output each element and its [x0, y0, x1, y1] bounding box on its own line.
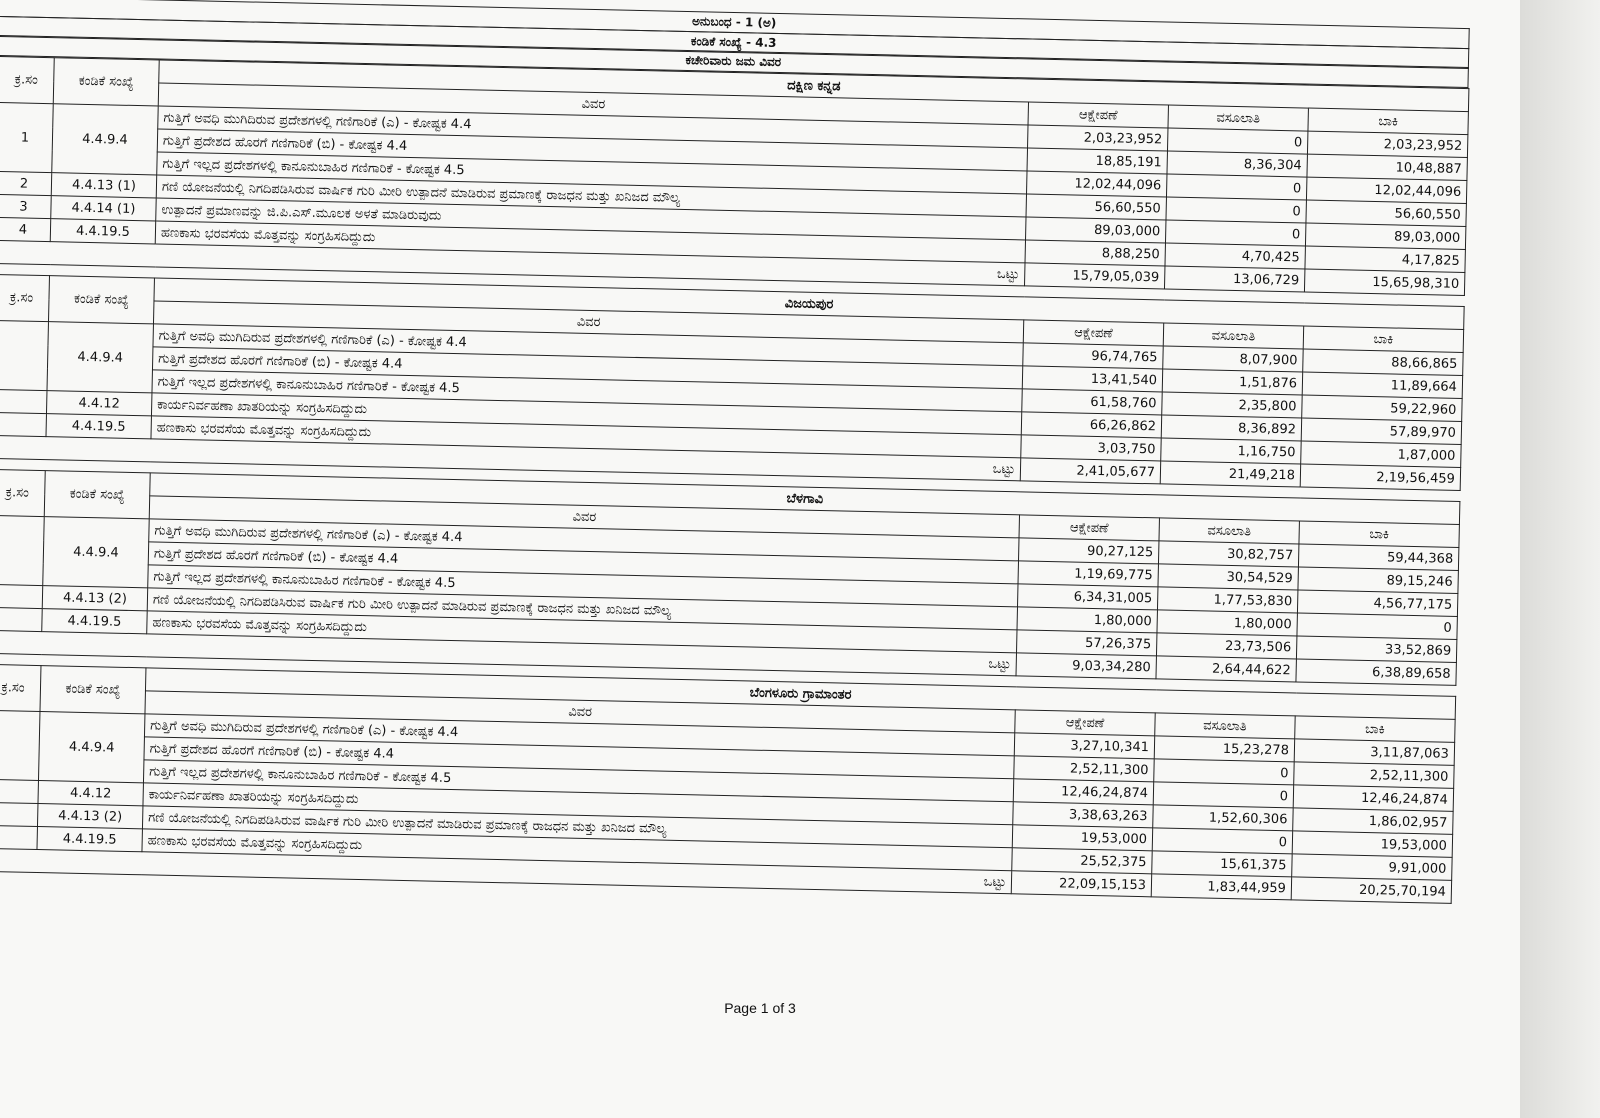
detail-cell: ಹಣಕಾಸು ಭರವಸೆಯ ಮೊತ್ತವನ್ನು ಸಂಗ್ರಹಿಸದಿದ್ದುದು	[142, 829, 1012, 871]
total-label: ಒಟ್ಟು	[0, 848, 1012, 893]
recovery-cell: 1,80,000	[1157, 610, 1297, 636]
sl-cell: 2	[0, 171, 52, 195]
para-cell: 4.4.19.5	[37, 827, 142, 852]
balance-cell: 2,03,23,952	[1307, 131, 1468, 157]
para-header: ಕಂಡಿಕೆ ಸಂಖ್ಯೆ	[48, 276, 154, 324]
recovery-header: ವಸೂಲಾತಿ	[1163, 323, 1303, 349]
objection-cell: 6,34,31,005	[1018, 584, 1158, 610]
detail-cell: ಗುತ್ತಿಗೆ ಅವಧಿ ಮುಗಿದಿರುವ ಪ್ರದೇಶಗಳಲ್ಲಿ ಗಣಿಗಾರಿಕೆ (ಎ) - ಕೋಷ್ಟಕ 4.4	[149, 519, 1019, 561]
balance-cell: 88,66,865	[1303, 349, 1463, 375]
balance-cell: 1,86,02,957	[1293, 808, 1453, 834]
sl-cell	[0, 802, 38, 826]
balance-cell: 59,22,960	[1302, 395, 1462, 421]
sl-cell	[0, 710, 40, 780]
recovery-cell: 15,23,278	[1154, 736, 1294, 762]
sl-header: ಕ್ರ.ಸಂ	[0, 664, 41, 711]
objection-cell: 3,03,750	[1021, 435, 1161, 461]
balance-cell: 9,91,000	[1292, 854, 1452, 880]
detail-cell: ಹಣಕಾಸು ಭರವಸೆಯ ಮೊತ್ತವನ್ನು ಸಂಗ್ರಹಿಸದಿದ್ದುದು	[147, 611, 1017, 653]
recovery-header: ವಸೂಲಾತಿ	[1155, 713, 1295, 739]
balance-header: ಬಾಕಿ	[1308, 108, 1469, 134]
page-number: Page 1 of 3	[724, 1000, 796, 1016]
objection-cell: 18,85,191	[1027, 148, 1167, 174]
total-objection: 9,03,34,280	[1016, 653, 1156, 679]
objection-cell: 57,26,375	[1017, 630, 1157, 656]
detail-header: ವಿವರ	[149, 496, 1019, 538]
sl-cell	[0, 320, 48, 390]
total-label: ಒಟ್ಟು	[0, 240, 1025, 285]
total-balance: 2,19,56,459	[1300, 464, 1460, 490]
para-cell: 4.4.12	[46, 391, 151, 416]
detail-cell: ಗಣಿ ಯೋಜನೆಯಲ್ಲಿ ನಿಗದಿಪಡಿಸಿರುವ ವಾರ್ಷಿಕ ಗುರಿ ಮೀರಿ ಉತ್ಪಾದನೆ ಮಾಡಿರುವ ಪ್ರಮಾಣಕ್ಕೆ ರಾಜಧನ ಮತ್ತು ಖನಿಜದ ಮೌಲ್ಯ	[147, 588, 1017, 630]
recovery-cell: 0	[1166, 197, 1306, 223]
para-cell: 4.4.13 (2)	[37, 804, 142, 829]
balance-cell: 3,11,87,063	[1294, 739, 1454, 765]
section-title: ವಿಜಯಪುರ	[154, 278, 1464, 330]
para-cell: 4.4.19.5	[50, 219, 155, 244]
detail-cell: ಹಣಕಾಸು ಭರವಸೆಯ ಮೊತ್ತವನ್ನು ಸಂಗ್ರಹಿಸದಿದ್ದುದು	[151, 416, 1021, 458]
recovery-cell: 23,73,506	[1156, 633, 1296, 659]
balance-cell: 59,44,368	[1298, 544, 1458, 570]
total-recovery: 13,06,729	[1164, 266, 1304, 292]
office-wise-subtitle: ಕಚೇರಿವಾರು ಜಮ ವಿವರ	[0, 35, 1469, 88]
total-balance: 6,38,89,658	[1296, 659, 1456, 685]
objection-header: ಆಕ್ಷೇಪಣೆ	[1023, 320, 1163, 346]
sl-cell: 1	[0, 102, 53, 172]
objection-header: ಆಕ್ಷೇಪಣೆ	[1028, 102, 1168, 128]
detail-cell: ಗುತ್ತಿಗೆ ಇಲ್ಲದ ಪ್ರದೇಶಗಳಲ್ಲಿ ಕಾನೂನುಬಾಹಿರ ಗಣಿಗಾರಿಕೆ - ಕೋಷ್ಟಕ 4.5	[148, 565, 1018, 607]
total-recovery: 2,64,44,622	[1156, 656, 1296, 682]
section-title: ಬೆಂಗಳೂರು ಗ್ರಾಮಾಂತರ	[145, 668, 1455, 720]
balance-cell: 89,15,246	[1298, 567, 1458, 593]
objection-cell: 2,52,11,300	[1014, 756, 1154, 782]
section-table	[0, 56, 1469, 296]
para-cell: 4.4.13 (1)	[51, 173, 156, 198]
balance-cell: 10,48,887	[1307, 154, 1468, 180]
total-objection: 2,41,05,677	[1020, 458, 1160, 484]
sl-cell	[0, 389, 47, 413]
detail-header: ವಿವರ	[145, 691, 1015, 733]
balance-cell: 0	[1297, 613, 1457, 639]
recovery-cell: 0	[1153, 782, 1293, 808]
objection-cell: 13,41,540	[1022, 366, 1162, 392]
detail-cell: ಗುತ್ತಿಗೆ ಪ್ರದೇಶದ ಹೊರಗೆ ಗಣಿಗಾರಿಕೆ (ಬಿ) - ಕೋಷ್ಟಕ 4.4	[148, 542, 1018, 584]
objection-cell: 1,19,69,775	[1018, 561, 1158, 587]
balance-cell: 2,52,11,300	[1294, 762, 1454, 788]
objection-cell: 8,88,250	[1025, 240, 1165, 266]
sl-header: ಕ್ರ.ಸಂ	[0, 469, 45, 516]
section-title: ಬೆಳಗಾವಿ	[150, 473, 1460, 525]
total-label: ಒಟ್ಟು	[0, 630, 1017, 675]
objection-header: ಆಕ್ಷೇಪಣೆ	[1019, 515, 1159, 541]
recovery-cell: 1,52,60,306	[1153, 805, 1293, 831]
para-cell: 4.4.19.5	[46, 414, 151, 439]
detail-cell: ಗುತ್ತಿಗೆ ಅವಧಿ ಮುಗಿದಿರುವ ಪ್ರದೇಶಗಳಲ್ಲಿ ಗಣಿಗಾರಿಕೆ (ಎ) - ಕೋಷ್ಟಕ 4.4	[153, 324, 1023, 366]
sl-header: ಕ್ರ.ಸಂ	[0, 274, 49, 321]
balance-header: ಬಾಕಿ	[1295, 716, 1455, 742]
section-title: ದಕ್ಷಿಣ ಕನ್ನಡ	[159, 60, 1469, 112]
detail-cell: ಗಣಿ ಯೋಜನೆಯಲ್ಲಿ ನಿಗದಿಪಡಿಸಿರುವ ವಾರ್ಷಿಕ ಗುರಿ ಮೀರಿ ಉತ್ಪಾದನೆ ಮಾಡಿರುವ ಪ್ರಮಾಣಕ್ಕೆ ರಾಜಧನ ಮತ್ತು ಖನಿಜದ ಮೌಲ್ಯ	[142, 806, 1012, 848]
detail-header: ವಿವರ	[153, 301, 1023, 343]
sections-container	[0, 56, 1468, 904]
objection-cell: 89,03,000	[1026, 217, 1166, 243]
annex-title: ಅನುಬಂಧ - 1 (ಅ)	[0, 0, 1470, 49]
background-edge	[1520, 0, 1600, 1118]
total-recovery: 21,49,218	[1160, 461, 1300, 487]
para-cell: 4.4.19.5	[42, 609, 147, 634]
detail-cell: ಗಣಿ ಯೋಜನೆಯಲ್ಲಿ ನಿಗದಿಪಡಿಸಿರುವ ವಾರ್ಷಿಕ ಗುರಿ ಮೀರಿ ಉತ್ಪಾದನೆ ಮಾಡಿರುವ ಪ್ರಮಾಣಕ್ಕೆ ರಾಜಧನ ಮತ್ತು ಖನಿಜದ ಮೌಲ್ಯ	[156, 175, 1026, 217]
balance-cell: 1,87,000	[1301, 441, 1461, 467]
balance-cell: 33,52,869	[1296, 636, 1456, 662]
recovery-cell: 4,70,425	[1165, 243, 1305, 269]
balance-cell: 12,02,44,096	[1306, 177, 1467, 203]
para-cell: 4.4.9.4	[47, 322, 153, 393]
sl-header: ಕ್ರ.ಸಂ	[0, 56, 54, 103]
balance-header: ಬಾಕಿ	[1299, 521, 1459, 547]
sl-cell	[0, 412, 46, 436]
objection-cell: 19,53,000	[1012, 825, 1152, 851]
detail-cell: ಗುತ್ತಿಗೆ ಇಲ್ಲದ ಪ್ರದೇಶಗಳಲ್ಲಿ ಕಾನೂನುಬಾಹಿರ ಗಣಿಗಾರಿಕೆ - ಕೋಷ್ಟಕ 4.5	[152, 370, 1022, 412]
para-cell: 4.4.14 (1)	[51, 196, 156, 221]
sl-cell	[0, 607, 42, 631]
objection-cell: 61,58,760	[1022, 389, 1162, 415]
total-objection: 15,79,05,039	[1025, 263, 1165, 289]
para-header: ಕಂಡಿಕೆ ಸಂಖ್ಯೆ	[53, 58, 159, 106]
recovery-cell: 1,77,53,830	[1157, 587, 1297, 613]
detail-cell: ಗುತ್ತಿಗೆ ಇಲ್ಲದ ಪ್ರದೇಶಗಳಲ್ಲಿ ಕಾನೂನುಬಾಹಿರ ಗಣಿಗಾರಿಕೆ - ಕೋಷ್ಟಕ 4.5	[157, 152, 1027, 194]
objection-cell: 25,52,375	[1012, 848, 1152, 874]
objection-cell: 12,02,44,096	[1027, 171, 1167, 197]
balance-cell: 4,17,825	[1305, 246, 1466, 272]
sl-cell	[0, 515, 44, 585]
detail-header: ವಿವರ	[158, 83, 1028, 125]
detail-cell: ಗುತ್ತಿಗೆ ಪ್ರದೇಶದ ಹೊರಗೆ ಗಣಿಗಾರಿಕೆ (ಬಿ) - ಕೋಷ್ಟಕ 4.4	[144, 737, 1014, 779]
objection-cell: 3,38,63,263	[1013, 802, 1153, 828]
objection-cell: 66,26,862	[1021, 412, 1161, 438]
detail-cell: ಗುತ್ತಿಗೆ ಇಲ್ಲದ ಪ್ರದೇಶಗಳಲ್ಲಿ ಕಾನೂನುಬಾಹಿರ ಗಣಿಗಾರಿಕೆ - ಕೋಷ್ಟಕ 4.5	[143, 760, 1013, 802]
para-header: ಕಂಡಿಕೆ ಸಂಖ್ಯೆ	[44, 471, 150, 519]
objection-cell: 1,80,000	[1017, 607, 1157, 633]
para-number: ಕಂಡಿಕೆ ಸಂಖ್ಯೆ - 4.3	[0, 15, 1469, 68]
section-table	[0, 274, 1465, 491]
recovery-cell: 1,51,876	[1162, 369, 1302, 395]
recovery-cell: 0	[1167, 128, 1307, 154]
detail-cell: ಕಾರ್ಯನಿರ್ವಹಣಾ ಖಾತರಿಯನ್ನು ಸಂಗ್ರಹಿಸದಿದ್ದುದು	[143, 783, 1013, 825]
section-table	[0, 469, 1460, 686]
objection-cell: 90,27,125	[1019, 538, 1159, 564]
detail-cell: ಗುತ್ತಿಗೆ ಪ್ರದೇಶದ ಹೊರಗೆ ಗಣಿಗಾರಿಕೆ (ಬಿ) - ಕೋಷ್ಟಕ 4.4	[157, 129, 1027, 171]
objection-cell: 56,60,550	[1026, 194, 1166, 220]
recovery-cell: 8,07,900	[1163, 346, 1303, 372]
sl-cell: 3	[0, 194, 51, 218]
balance-cell: 56,60,550	[1306, 200, 1467, 226]
objection-cell: 12,46,24,874	[1013, 779, 1153, 805]
balance-cell: 89,03,000	[1305, 223, 1466, 249]
detail-cell: ಗುತ್ತಿಗೆ ಅವಧಿ ಮುಗಿದಿರುವ ಪ್ರದೇಶಗಳಲ್ಲಿ ಗಣಿಗಾರಿಕೆ (ಎ) - ಕೋಷ್ಟಕ 4.4	[158, 106, 1028, 148]
para-cell: 4.4.13 (2)	[42, 586, 147, 611]
sl-cell	[0, 584, 43, 608]
recovery-cell: 30,82,757	[1158, 541, 1298, 567]
recovery-cell: 0	[1152, 828, 1292, 854]
detail-cell: ಗುತ್ತಿಗೆ ಪ್ರದೇಶದ ಹೊರಗೆ ಗಣಿಗಾರಿಕೆ (ಬಿ) - ಕೋಷ್ಟಕ 4.4	[152, 347, 1022, 389]
total-objection: 22,09,15,153	[1011, 871, 1151, 897]
recovery-header: ವಸೂಲಾತಿ	[1159, 518, 1299, 544]
recovery-cell: 8,36,892	[1161, 415, 1301, 441]
detail-cell: ಉತ್ಪಾದನೆ ಪ್ರಮಾಣವನ್ನು ಜಿ.ಪಿ.ಎಸ್.ಮೂಲಕ ಅಳತೆ ಮಾಡಿರುವುದು	[156, 198, 1026, 240]
balance-cell: 11,89,664	[1302, 372, 1462, 398]
recovery-cell: 8,36,304	[1167, 151, 1307, 177]
total-recovery: 1,83,44,959	[1151, 874, 1291, 900]
para-cell: 4.4.9.4	[43, 517, 149, 588]
para-header: ಕಂಡಿಕೆ ಸಂಖ್ಯೆ	[40, 666, 146, 714]
total-balance: 15,65,98,310	[1304, 269, 1465, 295]
sl-cell: 4	[0, 217, 51, 241]
para-cell: 4.4.9.4	[38, 712, 144, 783]
detail-cell: ಹಣಕಾಸು ಭರವಸೆಯ ಮೊತ್ತವನ್ನು ಸಂಗ್ರಹಿಸದಿದ್ದುದು	[155, 221, 1025, 263]
para-cell: 4.4.9.4	[52, 104, 158, 175]
balance-cell: 19,53,000	[1292, 831, 1452, 857]
recovery-header: ವಸೂಲಾತಿ	[1168, 105, 1308, 131]
recovery-cell: 15,61,375	[1152, 851, 1292, 877]
sl-cell	[0, 779, 38, 803]
objection-cell: 3,27,10,341	[1014, 733, 1154, 759]
total-label: ಒಟ್ಟು	[0, 435, 1021, 480]
recovery-cell: 0	[1154, 759, 1294, 785]
detail-cell: ಗುತ್ತಿಗೆ ಅವಧಿ ಮುಗಿದಿರುವ ಪ್ರದೇಶಗಳಲ್ಲಿ ಗಣಿಗಾರಿಕೆ (ಎ) - ಕೋಷ್ಟಕ 4.4	[144, 714, 1014, 756]
recovery-cell: 1,16,750	[1161, 438, 1301, 464]
sl-cell	[0, 825, 37, 849]
para-cell: 4.4.12	[38, 781, 143, 806]
objection-cell: 2,03,23,952	[1028, 125, 1168, 151]
recovery-cell: 0	[1166, 174, 1306, 200]
recovery-cell: 0	[1165, 220, 1305, 246]
recovery-cell: 2,35,800	[1162, 392, 1302, 418]
objection-header: ಆಕ್ಷೇಪಣೆ	[1015, 710, 1155, 736]
detail-cell: ಕಾರ್ಯನಿರ್ವಹಣಾ ಖಾತರಿಯನ್ನು ಸಂಗ್ರಹಿಸದಿದ್ದುದು	[151, 393, 1021, 435]
objection-cell: 96,74,765	[1023, 343, 1163, 369]
balance-cell: 57,89,970	[1301, 418, 1461, 444]
balance-header: ಬಾಕಿ	[1303, 326, 1463, 352]
balance-cell: 4,56,77,175	[1297, 590, 1457, 616]
balance-cell: 12,46,24,874	[1293, 785, 1453, 811]
recovery-cell: 30,54,529	[1158, 564, 1298, 590]
section-table	[0, 664, 1456, 904]
total-balance: 20,25,70,194	[1291, 877, 1451, 903]
